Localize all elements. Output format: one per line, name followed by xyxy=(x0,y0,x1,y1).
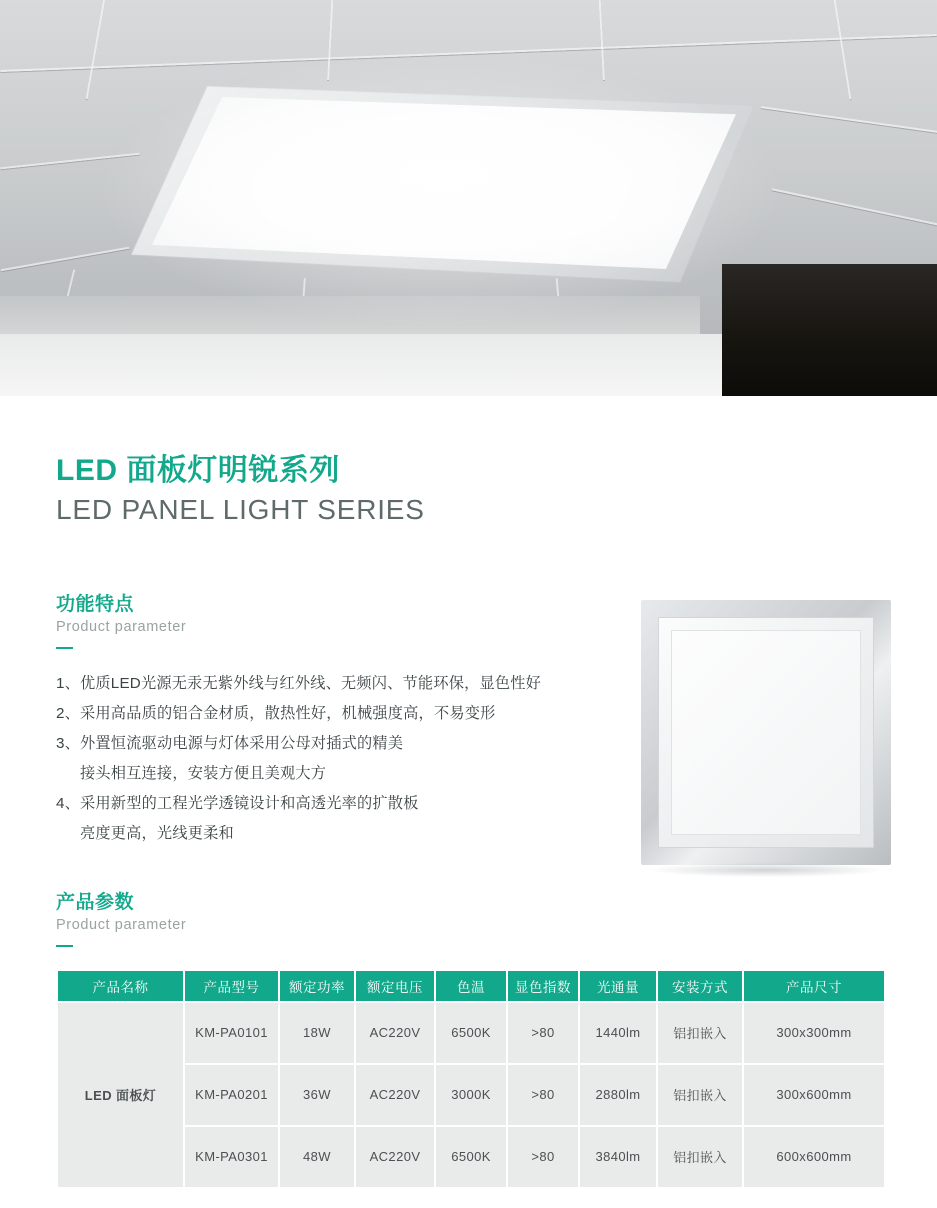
cell-power: 48W xyxy=(280,1127,354,1187)
cell-model: KM-PA0301 xyxy=(185,1127,278,1187)
table-header-row xyxy=(58,971,884,1001)
col-header-product-name: 产品名称 xyxy=(58,971,183,1001)
col-header-mount: 安装方式 xyxy=(658,971,742,1001)
feature-item-cont: 接头相互连接，安装方便且美观大方 xyxy=(80,764,327,782)
cell-mount: 铝扣嵌入 xyxy=(658,1003,742,1063)
feature-item: 4、采用新型的工程光学透镜设计和高透光率的扩散板 xyxy=(56,794,419,812)
cell-cct: 3000K xyxy=(436,1065,506,1125)
cell-voltage: AC220V xyxy=(356,1065,434,1125)
spec-table-wrapper xyxy=(56,969,880,1189)
cell-mount: 铝扣嵌入 xyxy=(658,1127,742,1187)
cell-power: 36W xyxy=(280,1065,354,1125)
spec-table xyxy=(56,969,886,1189)
cell-model: KM-PA0201 xyxy=(185,1065,278,1125)
feature-item: 1、优质LED光源无汞无紫外线与红外线、无频闪、节能环保，显色性好 xyxy=(56,674,542,692)
frame-core xyxy=(671,630,861,835)
params-heading-cn: 产品参数 xyxy=(56,891,135,913)
cell-model: KM-PA0101 xyxy=(185,1003,278,1063)
cell-voltage: AC220V xyxy=(356,1127,434,1187)
cell-lumen: 2880lm xyxy=(580,1065,656,1125)
table-row xyxy=(58,1003,884,1063)
cell-lumen: 3840lm xyxy=(580,1127,656,1187)
panel-light-diffuser xyxy=(152,97,736,269)
col-header-cct: 色温 xyxy=(436,971,506,1001)
cell-mount: 铝扣嵌入 xyxy=(658,1065,742,1125)
cell-size: 300x600mm xyxy=(744,1065,884,1125)
col-header-model: 产品型号 xyxy=(185,971,278,1001)
features-divider xyxy=(56,647,73,649)
col-header-voltage: 额定电压 xyxy=(356,971,434,1001)
feature-item-cont: 亮度更高，光线更柔和 xyxy=(80,824,234,842)
frame-outer xyxy=(641,600,891,865)
col-header-size: 产品尺寸 xyxy=(744,971,884,1001)
title-english: LED PANEL LIGHT SERIES xyxy=(56,493,425,525)
params-heading-en: Product parameter xyxy=(56,916,187,933)
cell-lumen: 1440lm xyxy=(580,1003,656,1063)
params-divider xyxy=(56,945,73,947)
cell-power: 18W xyxy=(280,1003,354,1063)
photo-bottom-fade xyxy=(0,334,722,396)
page-title xyxy=(56,452,937,527)
hero-product-photo xyxy=(0,0,937,396)
col-header-cri: 显色指数 xyxy=(508,971,578,1001)
product-frame-photo xyxy=(641,600,891,865)
features-heading-cn: 功能特点 xyxy=(56,593,135,615)
cell-cri: >80 xyxy=(508,1065,578,1125)
frame-shadow xyxy=(651,863,881,877)
cell-cri: >80 xyxy=(508,1127,578,1187)
title-chinese: LED 面板灯明锐系列 xyxy=(56,454,340,487)
cell-size: 600x600mm xyxy=(744,1127,884,1187)
cell-cri: >80 xyxy=(508,1003,578,1063)
cell-cct: 6500K xyxy=(436,1127,506,1187)
feature-item: 2、采用高品质的铝合金材质，散热性好，机械强度高，不易变形 xyxy=(56,704,496,722)
dark-wall xyxy=(722,264,937,396)
feature-item: 3、外置恒流驱动电源与灯体采用公母对插式的精美 xyxy=(56,734,404,752)
cell-voltage: AC220V xyxy=(356,1003,434,1063)
frame-inner xyxy=(658,617,874,848)
col-header-power: 额定功率 xyxy=(280,971,354,1001)
features-heading-en: Product parameter xyxy=(56,618,187,635)
cell-cct: 6500K xyxy=(436,1003,506,1063)
product-name-cell: LED 面板灯 xyxy=(58,1003,183,1187)
col-header-lumen: 光通量 xyxy=(580,971,656,1001)
cell-size: 300x300mm xyxy=(744,1003,884,1063)
parameters-section xyxy=(56,887,937,947)
